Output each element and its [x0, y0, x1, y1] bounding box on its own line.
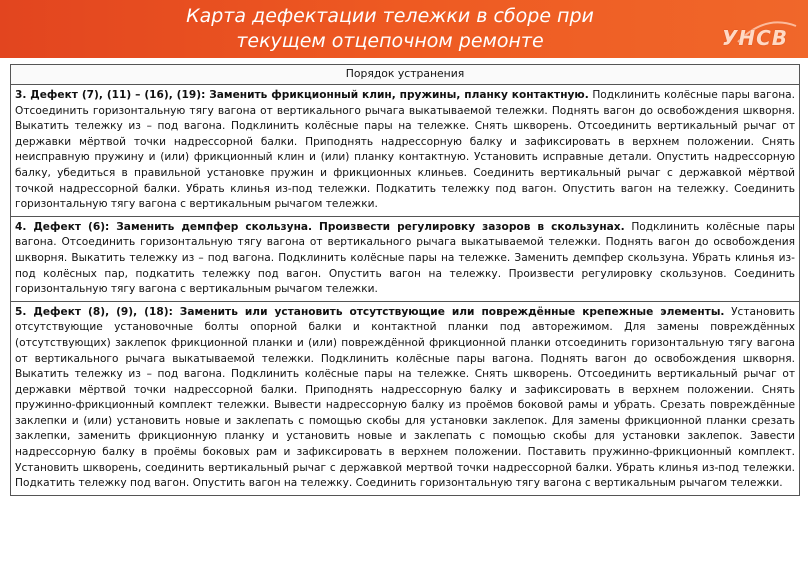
defect-section-3-text: Подклинить колёсные пары вагона. Отсоединить горизонтальную тягу вагона от вертикального рычага выкатываемой тележки. Поднять вагон до освобождения шкворня. Выкатить тележку из – под вагона. Подклинить колёсные пары на тележке. Снять шкворень. Отсоединить вертикальный рычаг от державки мёртвой точки надрессорной балки. Приподнять надрессорную балку и зафиксировать в верхнем положении. Снять неисправную пружину и (или) фрикционный клин и (или) планку контактную. Установить исправные детали. Опустить надрессорную балку, убедиться в правильной установке пружин и фрикционных клиньев. Соединить вертикальный рычаг с державкой мёртвой точкой надрессорной балки. Убрать клинья из-под тележки. Подкатить тележку под вагон. Опустить вагон на тележку. Соединить горизонтальную тягу вагона с вертикальным рычагом тележки. — [15, 89, 795, 211]
defect-section-5-title: 5. Дефект (8), (9), (18): Заменить или установить отсутствующие или повреждённые крепежные элементы. — [15, 305, 725, 318]
defect-section-4-text: Подклинить колёсные пары вагона. Отсоединить горизонтальную тягу вагона от вертикального рычага выкатываемой тележки. Поднять вагон до освобождения шкворня. Выкатить тележку из – под вагона. Подклинить колёсные пары на тележке. Заменить демпфер скользуна. Убрать клинья из-под колёсных пар, подкатить тележку под вагон. Опустить вагон на тележку. Произвести регулировку скользунов. Соединить горизонтальную тягу вагона с вертикальным рычагом тележки. — [15, 220, 795, 296]
defect-section-4-title: 4. Дефект (6): Заменить демпфер скользуна. Произвести регулировку зазоров в скользунах. — [15, 220, 625, 233]
page-title-line-1: Карта дефектации тележки в сборе при — [186, 5, 594, 27]
defect-section-3-title: 3. Дефект (7), (11) – (16), (19): Заменить фрикционный клин, пружины, планку контактную. — [15, 89, 589, 101]
defect-section-3 — [11, 85, 799, 217]
company-logo: УНСВ — [721, 26, 788, 50]
defect-section-5 — [11, 302, 799, 495]
title-banner — [0, 0, 808, 58]
page-title — [150, 4, 630, 54]
page-title-line-2: текущем отцепочном ремонте — [236, 30, 544, 52]
defect-table — [10, 64, 800, 496]
defect-section-5-text: Установить отсутствующие установочные болты опорной балки и контактной планки под авторежимом. Для замены повреждённых (отсутствующих) заклепок фрикционной планки и (или) повреждённой фрикционной планки отсоединить горизонтальную тягу вагона от вертикального рычага выкатываемой тележки. Подклинить колёсные пары вагона. Поднять вагон до освобождения шкворня. Выкатить тележку из – под вагона. Подклинить колёсные пары на тележке. Снять шкворень. Отсоединить вертикальный рычаг от державки мёртвой точки надрессорной балки. Приподнять надрессорную балку и зафиксировать в верхнем положении. Снять пружинно-фрикционный комплект тележки. Вывести надрессорную балку из проёмов боковой рамы и убрать. Срезать повреждённые заклепки и (или) установить новые и заклепать с помощью скобы для установки заклепок. Для замены фрикционной планки срезать заклепки, заменить фрикционную планку и установить новые и заклепать с помощью скобы для установки заклепок. Завести надрессорную балку в проёмы боковых рам и зафиксировать в верхнем положении. Поставить пружинно-фрикционный комплект. Установить шкворень, соединить вертикальный рычаг с державкой мертвой точки надрессорной балки. Убрать клинья из-под тележки. Подкатить тележку под вагон. Опустить вагон на тележку. Соединить горизонтальную тягу вагона с вертикальным рычагом тележки. — [15, 305, 795, 490]
defect-section-4 — [11, 217, 799, 302]
table-header: Порядок устранения — [11, 65, 799, 85]
